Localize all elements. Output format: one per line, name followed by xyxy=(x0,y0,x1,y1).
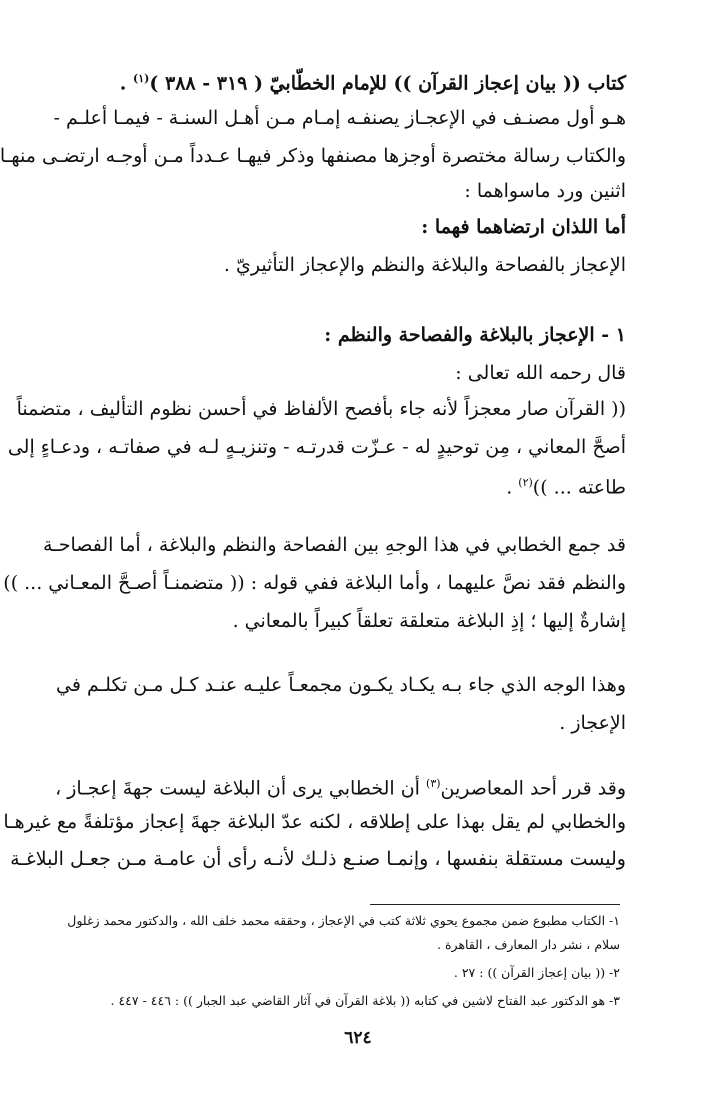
quote-line-2: أصحَّ المعاني ، مِن توحيدٍ له - عـزّت قدرتـه - وتنزيـهٍ لـه في صفاتـه ، ودعـاءٍ إلى xyxy=(7,436,626,458)
para3-line-1: وقد قرر أحد المعاصرين$^{(٣)}$ أن الخطابي يرى أن البلاغة ليست جهةَ إعجـاز ، xyxy=(55,777,626,800)
footnote-ref-1: (١) xyxy=(133,72,150,85)
accepted-heading: أما اللذان ارتضاهما فهما : xyxy=(421,216,626,238)
subheading: ١ - الإعجاز بالبلاغة والفصاحة والنظم : xyxy=(324,324,626,346)
quote-line-3: طاعته ... ))$^{(٢)}$ . xyxy=(506,476,626,499)
footnote-1-line-1: ١- الكتاب مطبوع ضمن مجموع يحوي ثلاثة كتب في الإعجاز ، وحققه محمد خلف الله ، والدكتور محمد زغلول xyxy=(67,913,620,928)
para1-line-2: والنظم فقد نصَّ عليهما ، وأما البلاغة ففي قوله : (( متضمنـاً أصـحَّ المعـاني ... )) xyxy=(3,572,626,594)
para1-line-1: قد جمع الخطابي في هذا الوجهِ بين الفصاحة والنظم والبلاغة ، أما الفصاحـة xyxy=(42,534,626,556)
intro-line-1: هـو أول مصنـف في الإعجـاز يصنفـه إمـام مـن أهـل السنـة - فيمـا أعلـم - xyxy=(53,107,626,129)
footnote-ref-3: (٣) xyxy=(426,777,441,790)
footnote-1-line-2: سلام ، نشر دار المعارف ، القاهرة . xyxy=(437,937,620,952)
para1-line-3: إشارةٌ إليها ؛ إذِ البلاغة متعلقة تعلقاً كبيراً بالمعاني . xyxy=(232,610,626,632)
footnote-divider xyxy=(370,904,620,905)
para2-line-2: الإعجاز . xyxy=(559,712,626,734)
quote-intro: قال رحمه الله تعالى : xyxy=(455,362,626,384)
para2-line-1: وهذا الوجه الذي جاء بـه يكـاد يكـون مجمعـاً عليـه عنـد كـل مـن تكلـم في xyxy=(56,674,626,696)
footnote-ref-2: (٢) xyxy=(518,476,533,489)
accepted-text: الإعجاز بالفصاحة والبلاغة والنظم والإعجاز التأثيريّ . xyxy=(223,254,626,276)
quote-line-1: (( القرآن صار معجزاً لأنه جاء بأفصح الألفاظ في أحسن نظوم التأليف ، متضمناً xyxy=(16,398,626,420)
intro-line-3: اثنين ورد ماسواهما : xyxy=(464,180,626,202)
section-title: كتاب (( بيان إعجاز القرآن )) للإمام الخطّابيّ ( ٣١٩ - ٣٨٨ )$^{(١)}$ . xyxy=(119,72,626,95)
intro-line-2: والكتاب رسالة مختصرة أوجزها مصنفها وذكر فيهـا عـدداً مـن أوجـه ارتضـى منهـا xyxy=(0,145,626,167)
para3-line-3: وليست مستقلة بنفسها ، وإنمـا صنـع ذلـك لأنـه رأى أن عامـة مـن جعـل البلاغـة xyxy=(10,848,626,870)
footnote-2: ٢- (( بيان إعجاز القرآن )) : ٢٧ . xyxy=(453,965,620,980)
footnote-3: ٣- هو الدكتور عبد الفتاح لاشين في كتابه (( بلاغة القرآن في آثار القاضي عبد الجبار )) : ٤٤٦ - ٤٤٧ . xyxy=(110,993,620,1008)
para3-line-2: والخطابي لم يقل بهذا على إطلاقه ، لكنه عدّ البلاغة جهةَ إعجاز مؤتلفةً مع غيرهـا xyxy=(3,811,626,833)
page-number: ٦٢٤ xyxy=(344,1028,372,1048)
